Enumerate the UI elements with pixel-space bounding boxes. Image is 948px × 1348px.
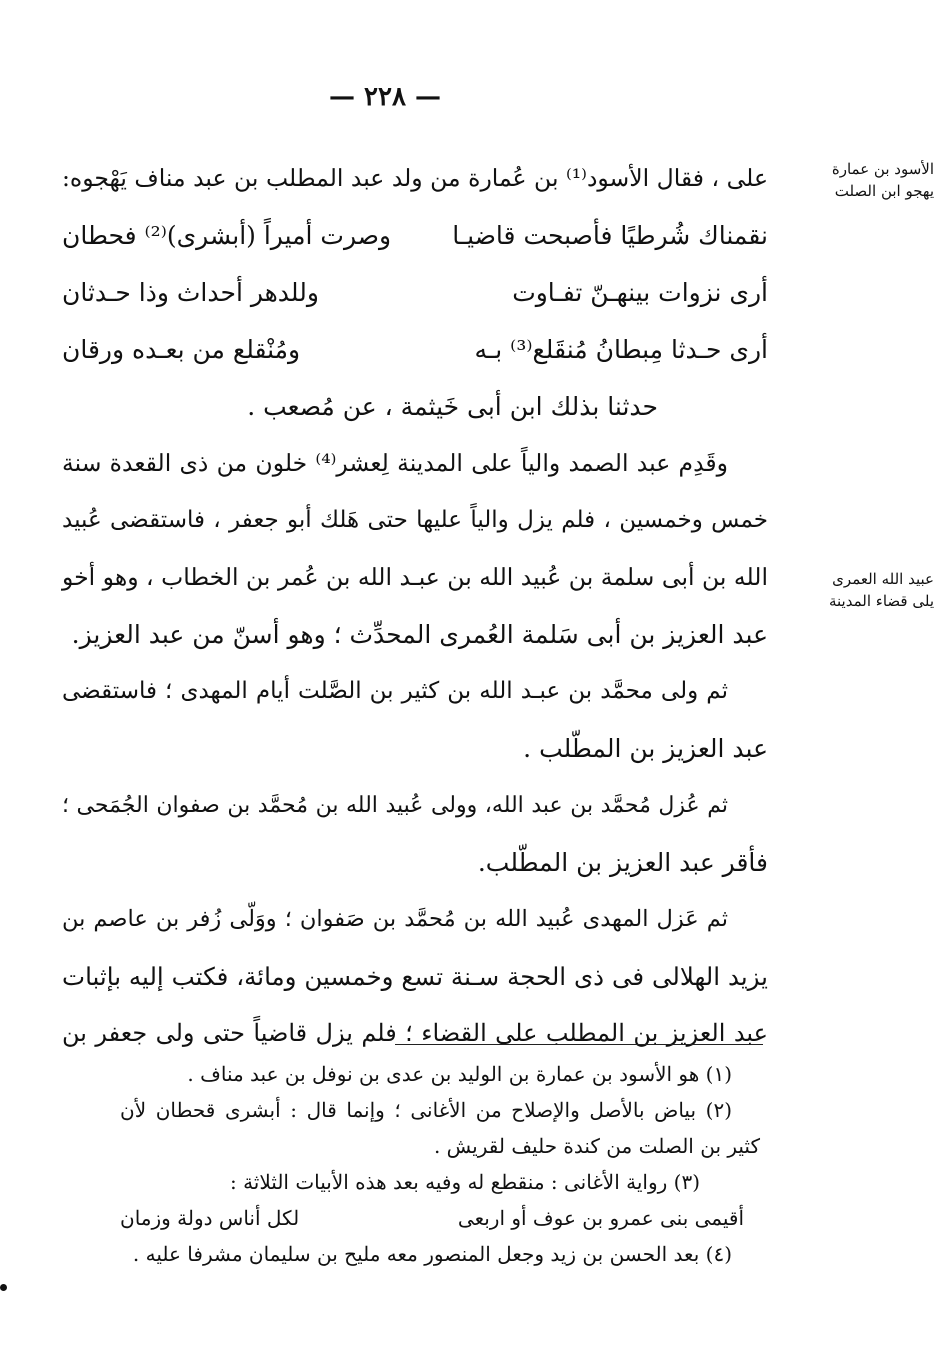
text-line: فأقر عبد العزيز بن المطّلب. (477, 848, 768, 877)
text-line: الله بن أبى سلمة بن عُبيد الله بن عبـد الله بن عُمر بن الخطاب ، وهو أخو (62, 563, 768, 591)
poem-verse (62, 207, 768, 264)
text-line: عبد العزيز بن أبى سَلمة العُمرى المحدِّث ؛ وهو أسنّ من عبد العزيز. (71, 620, 768, 649)
margin-note-aswad (764, 158, 934, 202)
footnote-verse (120, 1200, 760, 1236)
margin-note-line: عبيد الله العمرى (832, 570, 934, 588)
footnotes (120, 1056, 760, 1272)
footnote: (٤) بعد الحسن بن زيد وجعل المنصور معه مليح بن سليمان مشرفا عليه . (132, 1242, 732, 1266)
margin-note-line: يلى قضاء المدينة (828, 592, 934, 610)
text-line: خمس وخمسين ، فلم يزل والياً عليها حتى هَلك أبو جعفر ، فاستقضى عُبيد (62, 507, 768, 533)
text-line: على ، فقال الأسود⁽¹⁾ بن عُمارة من ولد عبد المطلب بن عبد مناف يَهْجوه: (62, 164, 768, 192)
verse-first-hemistich: أرى حـدثا مِبطانُ مُنقَلع⁽³⁾ بـه (474, 335, 768, 364)
verse-second-hemistich: وللدهر أحداث وذا حـدثان (62, 278, 319, 307)
scan-mark (0, 1284, 7, 1291)
margin-note-line: الأسود بن عمارة (831, 160, 934, 178)
text-line: ثم ولى محمَّد بن عبـد الله بن كثير بن الصَّلت أيام المهدى ؛ فاستقضى (62, 678, 728, 704)
verse-first-hemistich: أرى نزوات بينهـنّ تفـاوت (512, 278, 768, 307)
text-line: ثم عُزل مُحمَّد بن عبد الله، وولى عُبيد الله بن مُحمَّد بن صفوان الجُمَحى ؛ (62, 793, 728, 818)
text-line: يزيد الهلالى فى ذى الحجة سـنة تسع وخمسين ومائة، فكتب إليه بإثبات (62, 962, 768, 991)
page-number: — ٢٢٨ — (328, 82, 442, 112)
margin-note-ubaydallah (764, 568, 934, 612)
main-text (62, 150, 768, 1062)
verse-first-hemistich: نقمناك شُرطيًا فأصبحت قاضيـا (452, 221, 768, 250)
footnote-continuation: كثير بن الصلت من كندة حليف لقريش . (433, 1134, 760, 1158)
text-line: عبد العزيز بن المطلب على القضاء ؛ فلم يزل قاضياً حتى ولى جعفر بن (62, 1019, 768, 1047)
text-line: ثم عَزل المهدى عُبيد الله بن مُحمَّد بن صَفوان ؛ ووَلّى زُفر بن عاصم بن (62, 906, 728, 932)
footnote: (١) هو الأسود بن عمارة بن الوليد بن عدى بن نوفل بن عبد مناف . (187, 1062, 732, 1086)
verse-second-hemistich: ومُنْقلع من بعـده ورقان (62, 335, 301, 364)
footnote-separator (395, 1044, 763, 1045)
text-line: حدثنا بذلك ابن أبى خَيثمة ، عن مُصعب . (247, 392, 658, 421)
footnote: (٣) رواية الأغانى : منقطع له وفيه بعد هذه الأبيات الثلاثة : (229, 1170, 700, 1194)
footnote: (٢) بياض بالأصل والإصلاح من الأغانى ؛ وإنما قال : أبشرى قحطان لأن (120, 1098, 732, 1122)
text-line: وقَدِم عبد الصمد والياً على المدينة لِعشر⁽⁴⁾ خلون من ذى القعدة سنة (62, 449, 728, 477)
margin-note-line: يهجو ابن الصلت (834, 182, 934, 200)
verse-second-hemistich: وصرت أميراً (أبشرى)⁽²⁾ فحطان (62, 221, 392, 250)
text-line: عبد العزيز بن المطّلب . (523, 734, 768, 763)
poem-verse (62, 321, 768, 378)
verse-first-hemistich: أقيمى بنى عمرو بن عوف أو اربعى (457, 1206, 744, 1230)
verse-second-hemistich: لكل أناس دولة وزمان (120, 1206, 300, 1230)
poem-verse (62, 264, 768, 321)
